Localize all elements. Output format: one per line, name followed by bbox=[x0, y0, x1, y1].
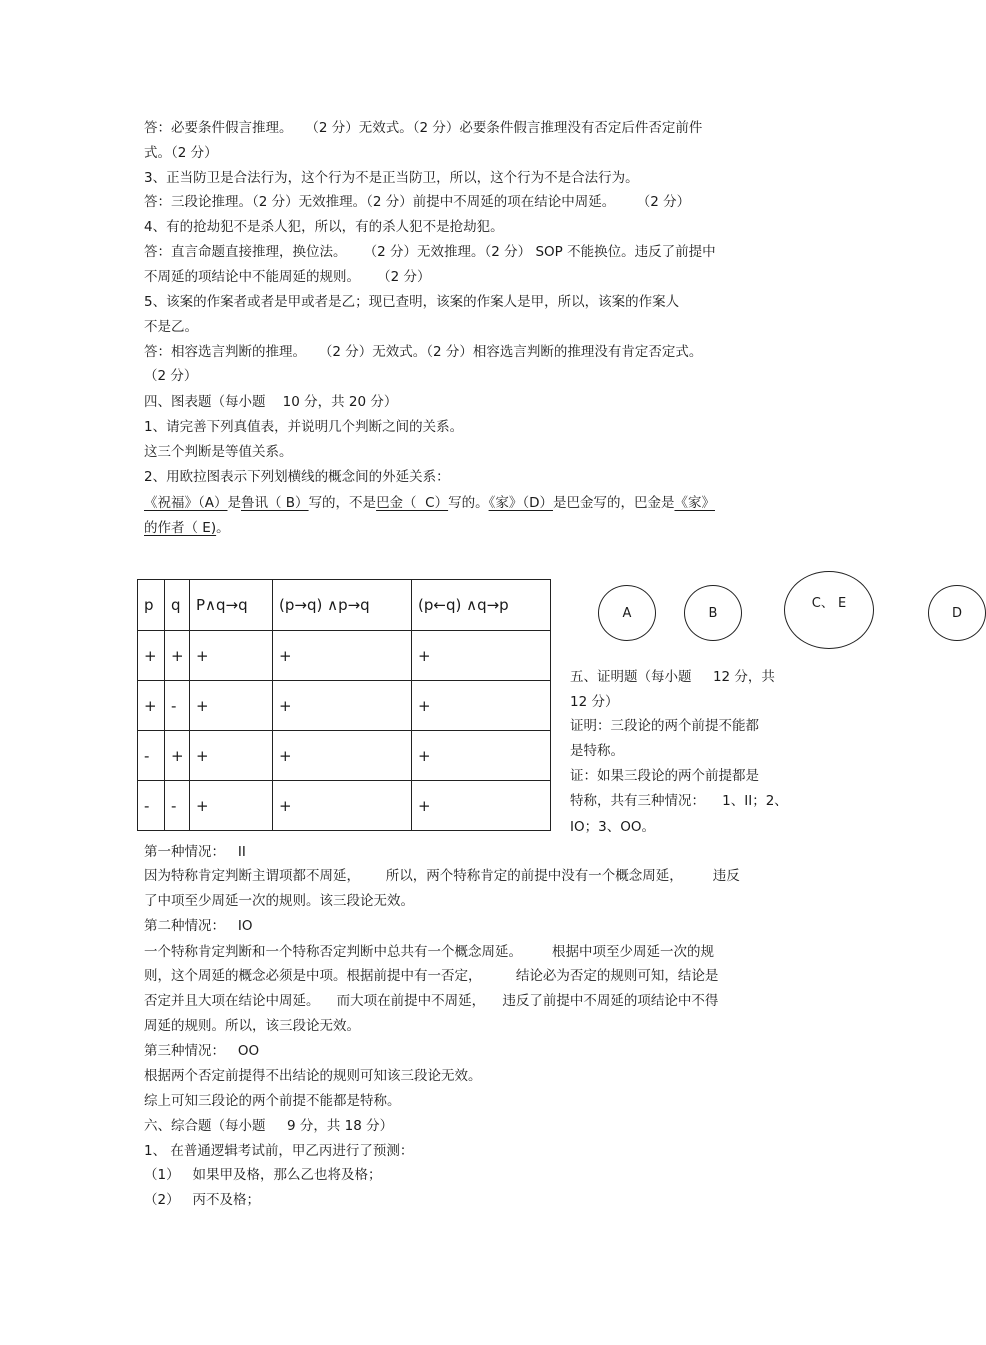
truth-table-cell: + bbox=[190, 631, 273, 681]
text-line: 第三种情况： OO bbox=[144, 1043, 260, 1059]
text-line: 答：相容选言判断的推理。 （2 分）无效式。（2 分）相容选言判断的推理没有肯定否定式。 bbox=[144, 344, 703, 360]
truth-table-header-cell: (p→q) ∧p→q bbox=[273, 580, 412, 631]
underlined-concept: 的作者（ E) bbox=[144, 520, 217, 536]
text-line: 答：必要条件假言推理。 （2 分）无效式。（2 分）必要条件假言推理没有否定后件否定前件 bbox=[144, 120, 703, 136]
truth-table-header-cell: (p←q) ∧q→p bbox=[412, 580, 551, 631]
underlined-concept: 鲁讯（ B） bbox=[241, 495, 309, 511]
text-line: （2） 丙不及格； bbox=[144, 1192, 260, 1208]
truth-table-cell: + bbox=[165, 731, 190, 781]
text-line: 不是乙。 bbox=[144, 319, 198, 335]
text-line: 式。（2 分） bbox=[144, 145, 218, 161]
truth-table-header-cell: q bbox=[165, 580, 190, 631]
truth-table-row bbox=[138, 681, 551, 731]
underlined-concept: 巴金（ C） bbox=[376, 495, 449, 511]
truth-table-cell: - bbox=[138, 781, 165, 831]
euler-label-b: B bbox=[708, 605, 718, 621]
euler-circle-d bbox=[928, 585, 986, 641]
truth-table-cell: + bbox=[273, 631, 412, 681]
text-line: 五、证明题（每小题 12 分，共 bbox=[570, 669, 775, 685]
text-line: 1、请完善下列真值表，并说明几个判断之间的关系。 bbox=[144, 419, 464, 435]
truth-table-row bbox=[138, 781, 551, 831]
text-line: 12 分） bbox=[570, 694, 619, 710]
sentence-text: 是巴金写的，巴金是 bbox=[552, 495, 675, 511]
text-line: （2 分） bbox=[144, 368, 198, 384]
truth-table-cell: + bbox=[190, 731, 273, 781]
truth-table-cell: + bbox=[190, 781, 273, 831]
truth-table-header-cell: P∧q→q bbox=[190, 580, 273, 631]
text-line: 2、用欧拉图表示下列划横线的概念间的外延关系： bbox=[144, 469, 450, 485]
underlined-concept: 《家》（D） bbox=[488, 495, 553, 511]
text-line: 第一种情况： II bbox=[144, 844, 246, 860]
text-line: 因为特称肯定判断主谓项都不周延， 所以，两个特称肯定的前提中没有一个概念周延， 违反 bbox=[144, 868, 740, 884]
text-line: 1、 在普通逻辑考试前，甲乙丙进行了预测： bbox=[144, 1143, 414, 1159]
truth-table-row bbox=[138, 731, 551, 781]
truth-table-row bbox=[138, 631, 551, 681]
text-line: 证：如果三段论的两个前提都是 bbox=[570, 768, 759, 784]
euler-label-ce: C、 E bbox=[811, 596, 847, 611]
text-line: 答：三段论推理。（2 分）无效推理。（2 分）前提中不周延的项在结论中周延。 （2 分） bbox=[144, 194, 691, 210]
truth-table-cell: + bbox=[273, 781, 412, 831]
text-line: 4、有的抢劫犯不是杀人犯，所以，有的杀人犯不是抢劫犯。 bbox=[144, 219, 504, 235]
truth-table-cell: - bbox=[138, 731, 165, 781]
truth-table-cell: + bbox=[412, 731, 551, 781]
sentence-text: 是 bbox=[227, 495, 241, 511]
text-line: 则，这个周延的概念必须是中项。根据前提中有一否定， 结论必为否定的规则可知，结论是 bbox=[144, 968, 719, 984]
truth-table-cell: + bbox=[165, 631, 190, 681]
text-line: 四、图表题（每小题 10 分，共 20 分） bbox=[144, 394, 398, 410]
truth-table-cell: + bbox=[138, 631, 165, 681]
text-line: （1） 如果甲及格，那么乙也将及格； bbox=[144, 1167, 382, 1183]
text-line: 5、该案的作案者或者是甲或者是乙；现已查明，该案的作案人是甲，所以，该案的作案人 bbox=[144, 294, 680, 310]
text-line: 证明：三段论的两个前提不能都 bbox=[570, 718, 759, 734]
truth-table-cell: + bbox=[412, 631, 551, 681]
underlined-concept: 《祝福》（A） bbox=[144, 495, 228, 511]
text-line: 第二种情况： IO bbox=[144, 918, 253, 934]
truth-table-cell: + bbox=[138, 681, 165, 731]
underlined-concepts-line-1 bbox=[144, 494, 715, 512]
text-line: 答：直言命题直接推理，换位法。 （2 分）无效推理。（2 分） SOP 不能换位。违反了前提中 bbox=[144, 244, 716, 260]
underlined-concept: 《家》 bbox=[674, 495, 715, 511]
text-line: 是特称。 bbox=[570, 743, 624, 759]
truth-table bbox=[137, 579, 551, 831]
text-line: 周延的规则。所以，该三段论无效。 bbox=[144, 1018, 360, 1034]
truth-table-cell: - bbox=[165, 781, 190, 831]
text-line: 根据两个否定前提得不出结论的规则可知该三段论无效。 bbox=[144, 1068, 482, 1084]
truth-table-cell: - bbox=[165, 681, 190, 731]
truth-table-cell: + bbox=[273, 731, 412, 781]
sentence-text: 写的。 bbox=[448, 495, 489, 511]
text-line: 了中项至少周延一次的规则。该三段论无效。 bbox=[144, 893, 414, 909]
euler-label-a: A bbox=[622, 605, 632, 621]
truth-table-header-row bbox=[138, 580, 551, 631]
truth-table-cell: + bbox=[412, 681, 551, 731]
text-line: 一个特称肯定判断和一个特称否定判断中总共有一个概念周延。 根据中项至少周延一次的规 bbox=[144, 944, 715, 960]
truth-table-cell: + bbox=[412, 781, 551, 831]
euler-circle-a bbox=[598, 585, 656, 641]
text-line: IO；3、OO。 bbox=[570, 819, 655, 835]
truth-table-cell: + bbox=[273, 681, 412, 731]
euler-label-d: D bbox=[951, 605, 962, 621]
text-line: 不周延的项结论中不能周延的规则。 （2 分） bbox=[144, 269, 431, 285]
text-line: 六、综合题（每小题 9 分，共 18 分） bbox=[144, 1118, 394, 1134]
sentence-text: 。 bbox=[216, 520, 230, 536]
truth-table-header-cell: p bbox=[138, 580, 165, 631]
truth-table-cell: + bbox=[190, 681, 273, 731]
euler-circle-b bbox=[684, 585, 742, 641]
text-line: 否定并且大项在结论中周延。 而大项在前提中不周延， 违反了前提中不周延的项结论中不得 bbox=[144, 993, 719, 1009]
text-line: 3、正当防卫是合法行为，这个行为不是正当防卫，所以，这个行为不是合法行为。 bbox=[144, 170, 639, 186]
underlined-concepts-line-2 bbox=[144, 519, 230, 537]
sentence-text: 写的，不是 bbox=[308, 495, 377, 511]
text-line: 这三个判断是等值关系。 bbox=[144, 444, 293, 460]
text-line: 综上可知三段论的两个前提不能都是特称。 bbox=[144, 1093, 401, 1109]
euler-circle-ce bbox=[784, 571, 874, 649]
text-line: 特称，共有三种情况： 1、II；2、 bbox=[570, 793, 788, 809]
